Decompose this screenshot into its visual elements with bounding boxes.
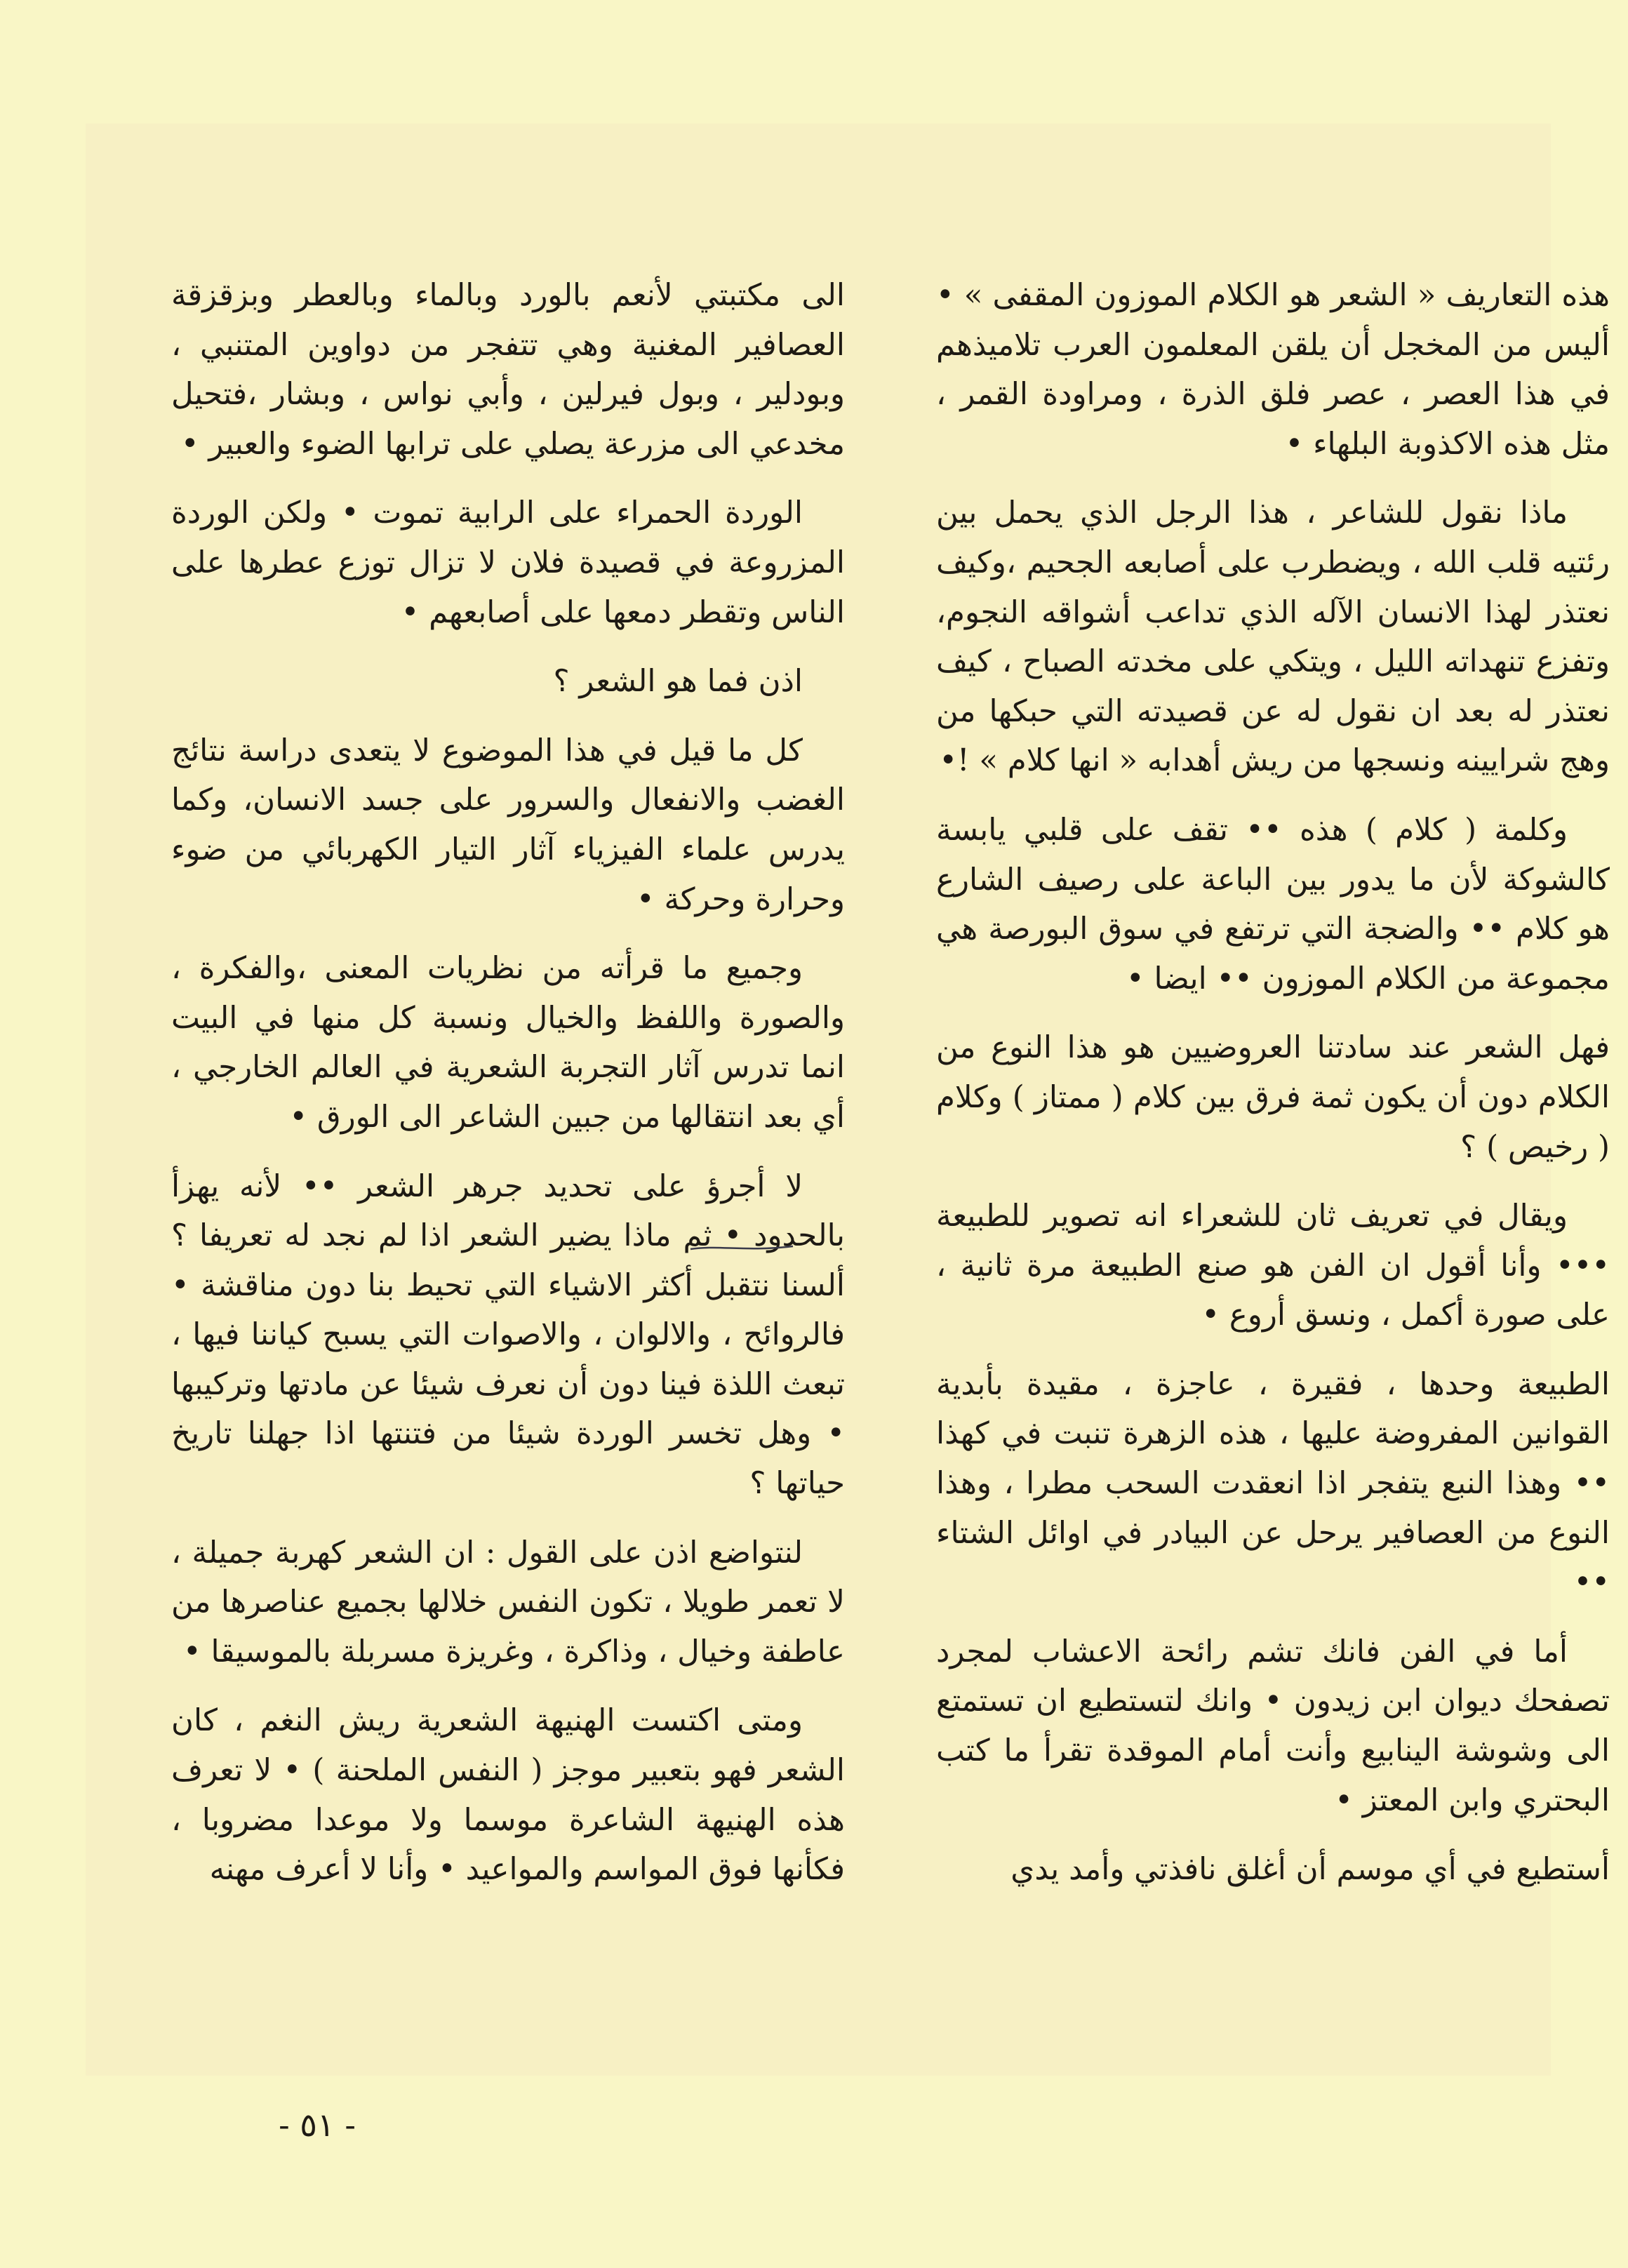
paragraph: الوردة الحمراء على الرابية تموت • ولكن الوردة المزروعة في قصيدة فلان لا تزال توزع عطرها على الناس وتقطر دمعها على أصابعهم • bbox=[171, 495, 845, 630]
paragraph: أما في الفن فانك تشم رائحة الاعشاب لمجرد تصفحك ديوان ابن زيدون • وانك لتستطيع ان تستمتع الى وشوشة الينابيع وأنت أمام الموقدة تقرأ ما كتب البحتري وابن المعتز • bbox=[936, 1634, 1610, 1818]
pen-underline-mark bbox=[689, 1241, 794, 1255]
paragraph: هذه التعاريف « الشعر هو الكلام الموزون المقفى » • أليس من المخجل أن يلقن المعلمون العرب تلاميذهم في هذا العصر ، عصر فلق الذرة ، ومراودة القمر ، مثل هذه الاكذوبة البلهاء • bbox=[936, 278, 1610, 462]
paragraph: الطبيعة وحدها ، فقيرة ، عاجزة ، مقيدة بأبدية القوانين المفروضة عليها ، هذه الزهرة تنبت في كهذا •• وهذا النبع يتفجر اذا انعقدت السحب مطرا ، وهذا النوع من العصافير يرحل عن البيادر في اوائل الشتاء •• bbox=[936, 1366, 1610, 1601]
paragraph: الى مكتبتي لأنعم بالورد وبالماء وبالعطر وبزقزقة العصافير المغنية وهي تتفجر من دواوين المتنبي ، وبودلير ، وبول فيرلين ، وأبي نواس ، وبشار ،فتحيل مخدعي الى مزرعة يصلي على ترابها الضوء والعبير • bbox=[171, 278, 845, 462]
paragraph: ماذا نقول للشاعر ، هذا الرجل الذي يحمل بين رئتيه قلب الله ، ويضطرب على أصابعه الجحيم ،وكيف نعتذر لهذا الانسان الآله الذي تداعب أشواقه النجوم، وتفزع تنهداته الليل ، ويتكي على مخدته الصباح ، كيف نعتذر له بعد ان نقول له عن قصيدته التي حبكها من وهج شرايينه ونسجها من ريش أهدابه « انها كلام » !• bbox=[936, 495, 1610, 779]
magazine-page bbox=[86, 124, 1610, 2144]
paragraph: ومتى اكتست الهنيهة الشعرية ريش النغم ، كان الشعر فهو بتعبير موجز ( النفس الملحنة ) • لا تعرف هذه الهنيهة الشاعرة موسما ولا موعدا مضروبا ، فكأنها فوق المواسم والمواعيد • وأنا لا أعرف مهنه bbox=[171, 1703, 845, 1888]
paragraph: وكلمة ( كلام ) هذه •• تقف على قلبي يابسة كالشوكة لأن ما يدور بين الباعة على رصيف الشارع هو كلام •• والضجة التي ترتفع في سوق البورصة هي مجموعة من الكلام الموزون •• ايضا • bbox=[936, 812, 1610, 996]
paragraph: لنتواضع اذن على القول : ان الشعر كهربة جميلة ، لا تعمر طويلا ، تكون النفس خلالها بجميع عناصرها من عاطفة وخيال ، وذاكرة ، وغريزة مسربلة بالموسيقا • bbox=[171, 1535, 845, 1669]
page-number: - ٥١ - bbox=[279, 2106, 356, 2144]
paragraph: ويقال في تعريف ثان للشعراء انه تصوير للطبيعة ••• وأنا أقول ان الفن هو صنع الطبيعة مرة ثانية ، على صورة أكمل ، ونسق أروع • bbox=[936, 1199, 1610, 1333]
paragraph: كل ما قيل في هذا الموضوع لا يتعدى دراسة نتائج الغضب والانفعال والسرور على جسد الانسان، وكما يدرس علماء الفيزياء آثار التيار الكهربائي من ضوء وحرارة وحركة • bbox=[171, 733, 845, 917]
right-column bbox=[936, 271, 1610, 1914]
paragraph: لا أجرؤ على تحديد جرهر الشعر •• لأنه يهزأ بالحدود • ثم ماذا يضير الشعر اذا لم نجد له تعريفا ؟ ألسنا نتقبل أكثر الاشياء التي تحيط بنا دون مناقشة • فالروائح ، والالوان ، والاصوات التي يسبح كياننا فيها ، تبعث اللذة فينا دون أن نعرف شيئا عن مادتها وتركيبها • وهل تخسر الوردة شيئا من فتنتها اذا جهلنا تاريخ حياتها ؟ bbox=[171, 1168, 845, 1502]
left-column bbox=[171, 271, 845, 1914]
paragraph: وجميع ما قرأته من نظريات المعنى ،والفكرة ، والصورة واللفظ والخيال ونسبة كل منها في البيت انما تدرس آثار التجربة الشعرية في العالم الخارجي ، أي بعد انتقالها من جبين الشاعر الى الورق • bbox=[171, 951, 845, 1135]
paragraph: فهل الشعر عند سادتنا العروضيين هو هذا النوع من الكلام دون أن يكون ثمة فرق بين كلام ( ممتاز ) وكلام ( رخيص ) ؟ bbox=[936, 1030, 1610, 1165]
paragraph: أستطيع في أي موسم أن أغلق نافذتي وأمد يدي bbox=[1010, 1852, 1610, 1888]
paragraph: اذن فما هو الشعر ؟ bbox=[553, 664, 803, 700]
